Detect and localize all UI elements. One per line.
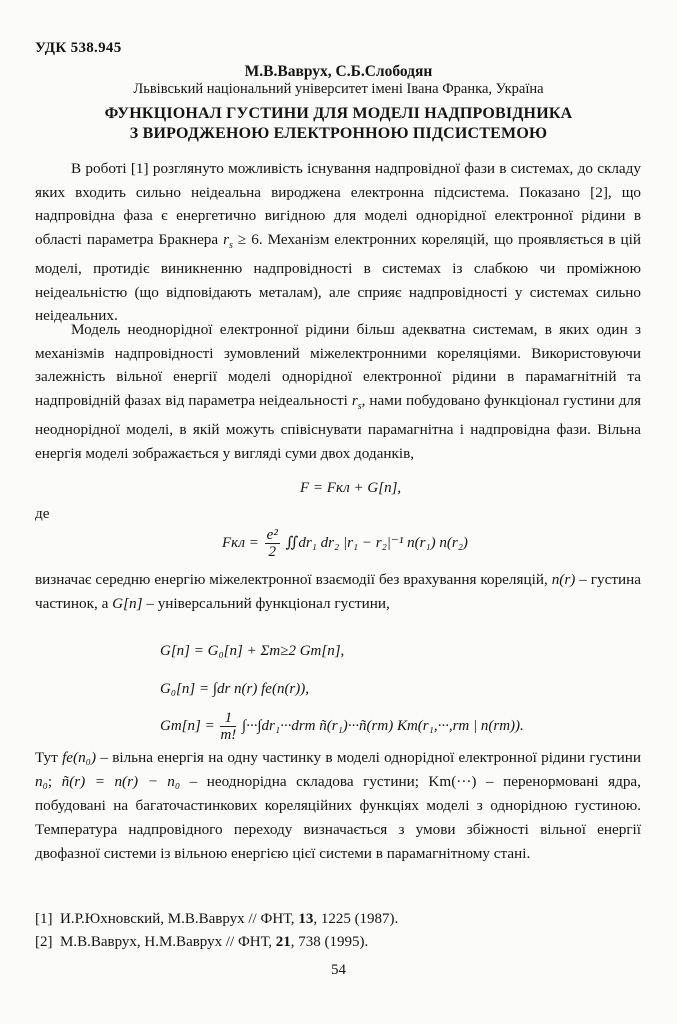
eq2-fraction: $\frac{\text{e²}}{2}$ <box>266 527 278 560</box>
p2-text-b: , нами побудовано функціонал густини для неоднорідної моделі, в якій можуть співіснувати парамагнітна і надпровідна фази. Вільна енергія моделі зображається у вигляді суми двох доданків, <box>35 391 641 462</box>
paragraph-1 <box>35 157 641 328</box>
p1-text-a: В роботі [1] розглянуто можливість існування надпровідної фази в системах, до складу яких входить сильно неідеальна вироджена електронна підсистема. Показано [2], що надпровідна фаза є енергетично вигідною для моделі однорідної електронної рідини в області параметра Бракнера <box>35 160 641 248</box>
authors: М.В.Ваврух, С.Б.Слободян <box>244 63 433 80</box>
title-line-1: ФУНКЦІОНАЛ ГУСТИНИ ДЛЯ МОДЕЛІ НАДПРОВІДНИКА <box>104 105 573 122</box>
rs-symbol: $r_s$ <box>223 230 233 251</box>
page-number: 54 <box>331 962 346 978</box>
n0-symbol: n₀ <box>35 773 48 790</box>
fe-symbol: fe(n₀) <box>62 749 97 766</box>
p1-ge: ≥ 6 <box>232 230 259 248</box>
affiliation: Львівський національний університет імені Івана Франка, Україна <box>133 81 544 97</box>
ntilde-symbol: ñ(r) = n(r) − n₀ <box>61 773 181 790</box>
p1-text-b: . Механізм електронних кореляцій, що проявляється в цій моделі, протидіє виникненню надпровідності в системах із слабкою чи проміжною неідеальністю (що відповідають металам), але сприяє надпровідності у системах сильно неідеальних. <box>35 230 642 325</box>
equation-gm: Gm[n] = $\frac{1}{m!}$ ∫···∫dr₁···drm ñ(r₁)···ñ(rm) Km(r₁,···,rm | n(rm)). <box>160 710 524 743</box>
equation-classical <box>222 527 468 560</box>
rs-symbol-2: $r_s$ <box>351 391 362 412</box>
word-de: де <box>35 505 50 522</box>
paragraph-3: визначає середню енергію міжелектронної взаємодії без врахування кореляцій, n(r) – густина частинок, а G[n] – універсальний функціонал густини, <box>35 571 642 612</box>
title-line-2: З ВИРОДЖЕНОЮ ЕЛЕКТРОННОЮ ПІДСИСТЕМОЮ <box>129 125 548 142</box>
udc-code: УДК 538.945 <box>35 40 122 56</box>
reference-1: [1] И.Р.Юхновский, М.В.Ваврух // ФНТ, 13, 1225 (1987). <box>35 911 399 927</box>
equation-free-energy: F = Fкл + G[n], <box>300 480 402 496</box>
eq5-fraction: $\frac{1}{m!}$ <box>220 710 237 743</box>
functional-symbol: G[n] <box>112 594 143 612</box>
equation-g-sum: G[n] = G₀[n] + Σm≥2 Gm[n], <box>160 643 345 659</box>
paragraph-2 <box>35 318 641 465</box>
p2-text-a: Модель неоднорідної електронної рідини більш адекватна системам, в яких один з механізмів надпровідності зумовлений міжелектронними кореляціями. Використовуючи залежність вільної енергії моделі однорідної електронної рідини в парамагнітній та надпровідній фазах від параметра неідеальності <box>35 321 641 409</box>
eq2-lhs: Fкл = <box>222 534 259 551</box>
km-symbol: Km(···) <box>428 773 477 790</box>
equation-g0: G₀[n] = ∫dr n(r) fe(n(r)), <box>160 681 310 697</box>
eq2-rhs: ∬dr₁ dr₂ |r₁ − r₂|⁻¹ n(r₁) n(r₂) <box>285 534 468 551</box>
density-symbol: n(r) <box>551 571 576 588</box>
paragraph-4: Тут fe(n₀) – вільна енергія на одну частинку в моделі однорідної електронної рідини густини n₀; ñ(r) = n(r) − n₀ – неоднорідна складова густини; Km(···) – перенормовані ядра, побудовані на багаточастинкових кореляційних функціях моделі з однорідною густиною. Температура надпровідного переходу визначається з умови збіжності вільної енергії двофазної системи із вільною енергією цієї системи в парамагнітному стані. <box>35 749 641 862</box>
reference-2: [2] М.В.Ваврух, Н.М.Ваврух // ФНТ, 21, 738 (1995). <box>35 934 369 950</box>
paper-title <box>0 104 677 144</box>
